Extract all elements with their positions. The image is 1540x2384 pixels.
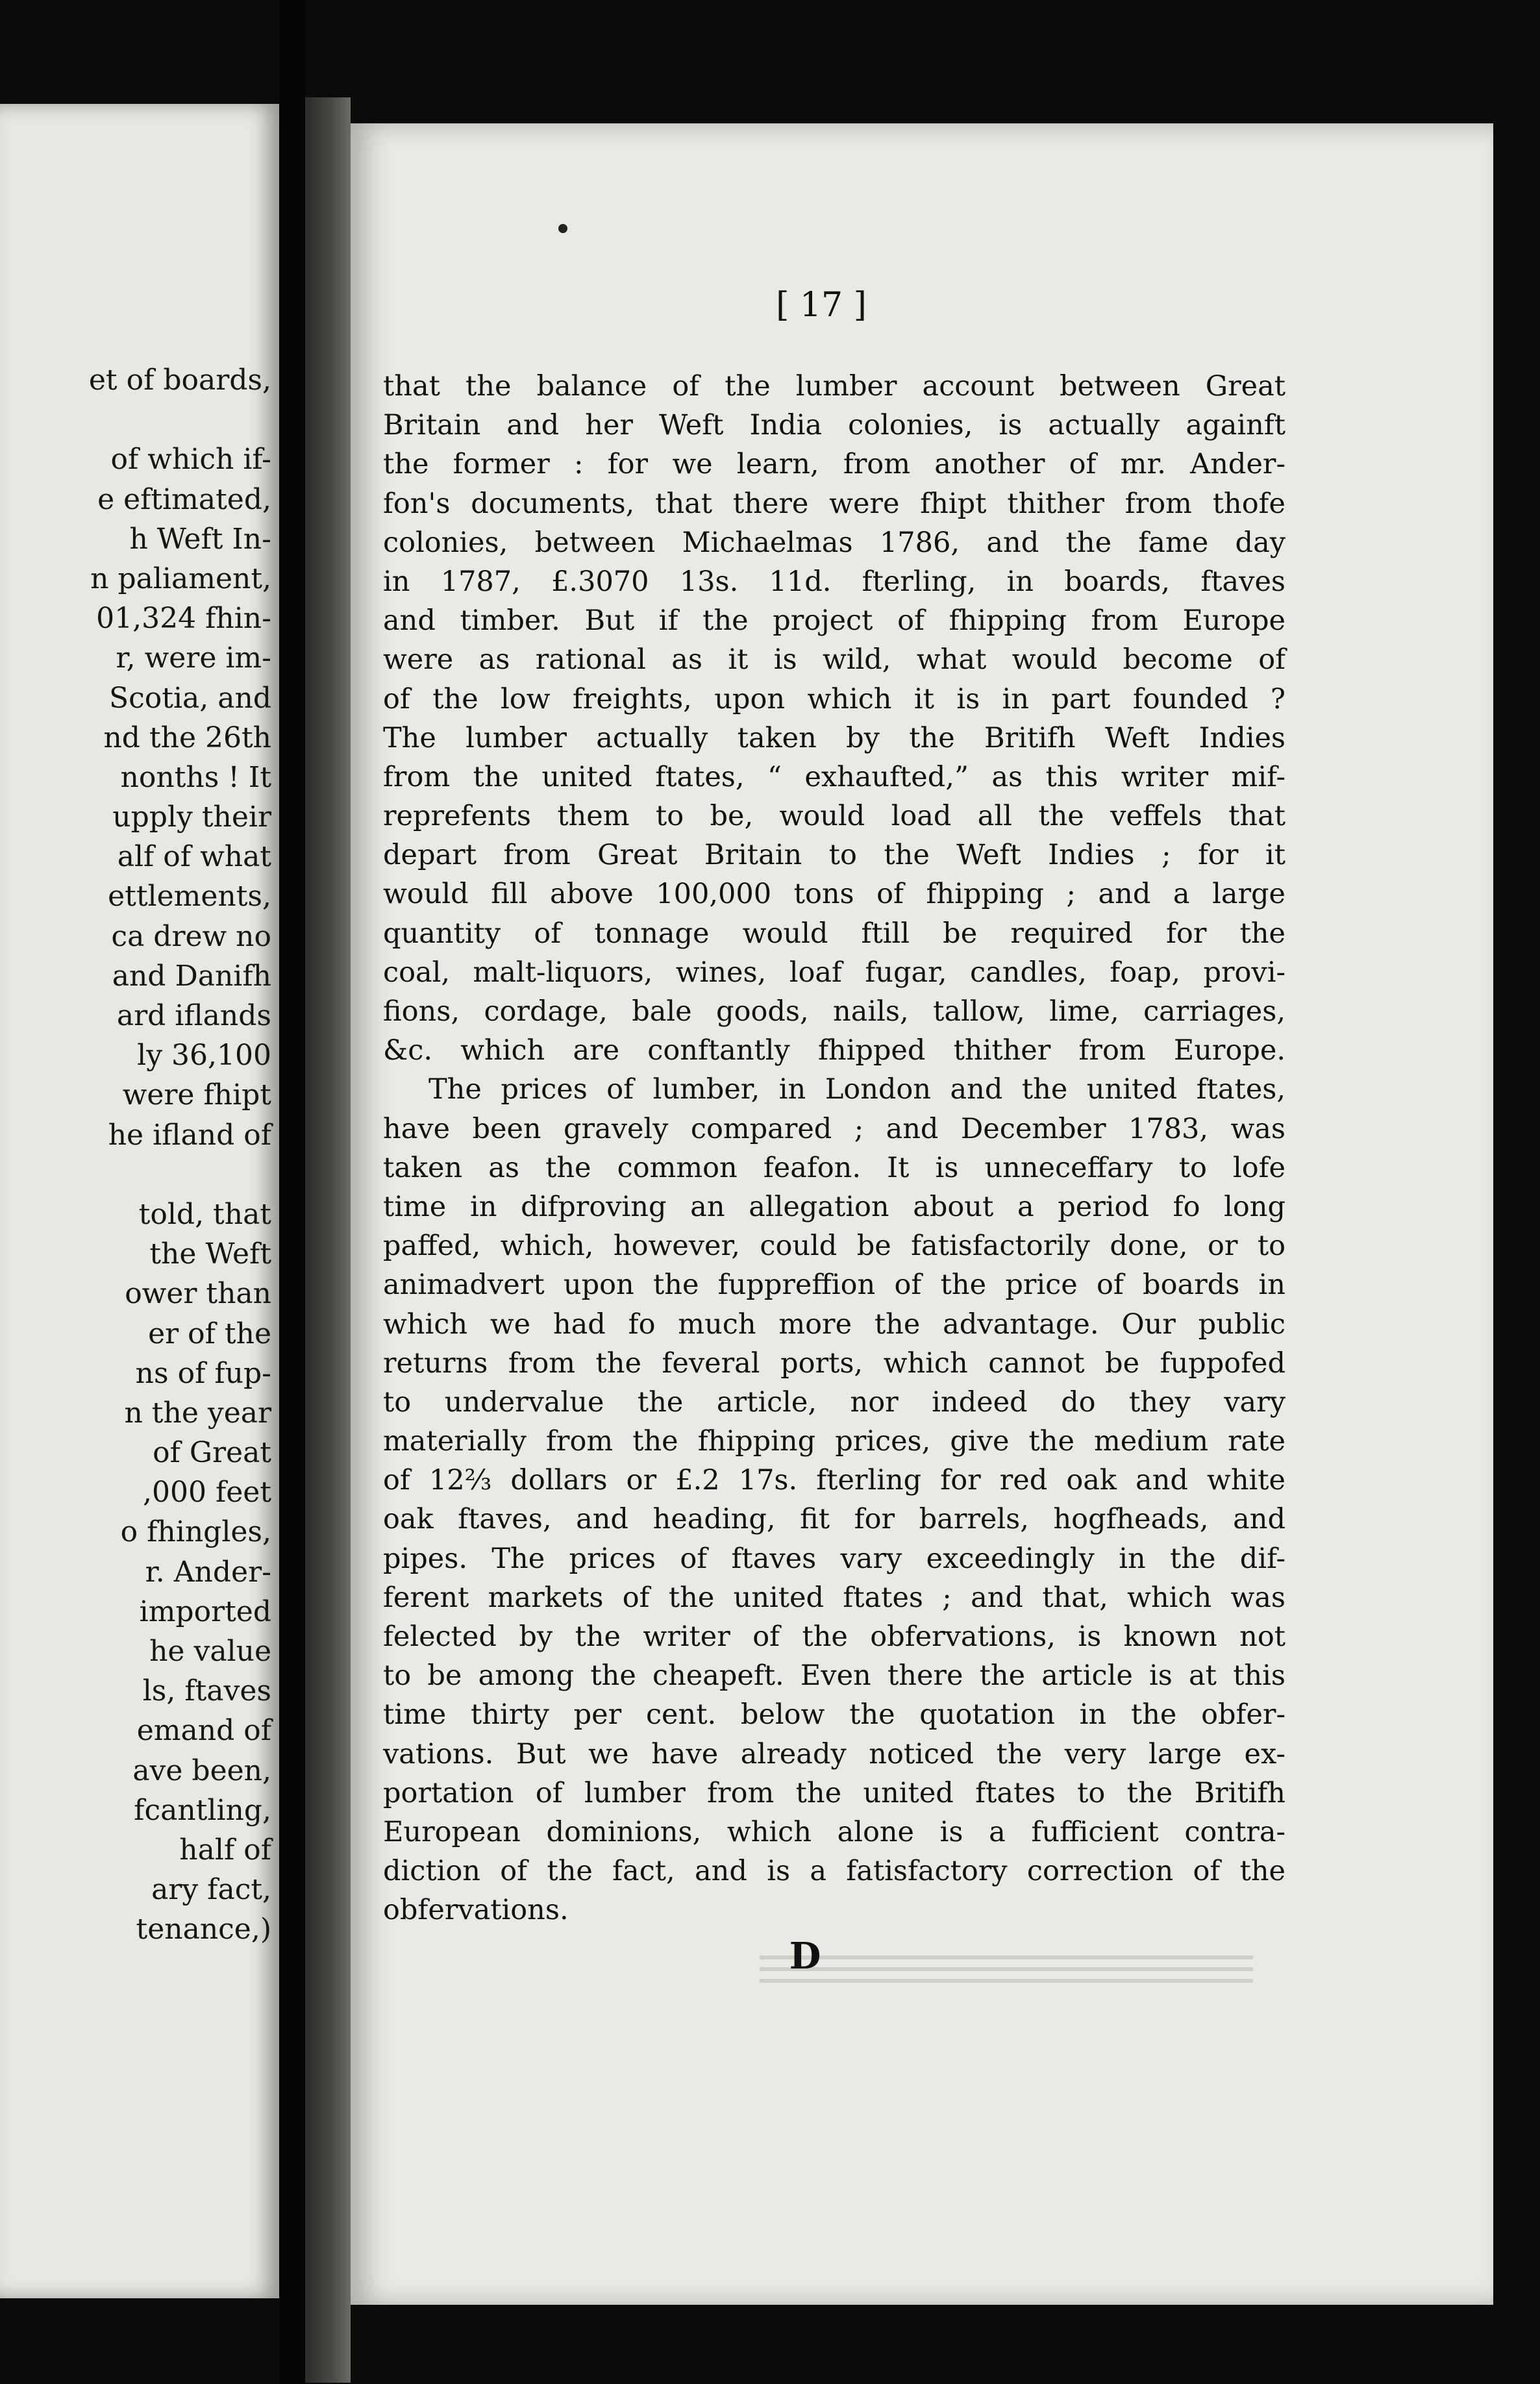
text-line: &c. which are conftantly fhipped thither from Europe.: [383, 1034, 1285, 1067]
text-line: n the year: [124, 1396, 271, 1430]
text-line: pipes. The prices of ftaves vary exceedingly in the dif-: [383, 1542, 1285, 1575]
text-line: fcantling,: [134, 1793, 271, 1827]
text-line: The prices of lumber, in London and the united ftates,: [428, 1073, 1285, 1106]
text-line: n paliament,: [90, 562, 271, 595]
text-line: emand of: [136, 1714, 271, 1748]
text-line: ower than: [125, 1277, 271, 1311]
text-line: of the low freights, upon which it is in part founded ?: [383, 682, 1285, 715]
text-line: e eftimated,: [97, 482, 271, 516]
text-line: he value: [149, 1635, 271, 1668]
text-line: in 1787, £.3070 13s. 11d. fterling, in boards, ftaves: [383, 565, 1285, 598]
right-page-text: [383, 367, 1285, 1930]
text-line: returns from the feveral ports, which cannot be fuppofed: [383, 1347, 1285, 1380]
text-line: vations. But we have already noticed the very large ex-: [383, 1737, 1285, 1770]
text-line: h Weft In-: [129, 522, 271, 556]
text-line: reprefents them to be, would load all the veffels that: [383, 800, 1285, 833]
text-line: time in difproving an allegation about a period fo long: [383, 1190, 1285, 1223]
text-line: paffed, which, however, could be fatisfactorily done, or to: [383, 1230, 1285, 1263]
text-line: imported: [139, 1595, 271, 1628]
text-line: et of boards,: [88, 364, 271, 397]
text-line: time thirty per cent. below the quotation in the obfer-: [383, 1698, 1285, 1732]
text-line: of Great: [153, 1436, 271, 1470]
text-line: would fill above 100,000 tons of fhipping ; and a large: [383, 878, 1285, 911]
text-line: diction of the fact, and is a fatisfactory correction of the: [383, 1855, 1285, 1888]
text-line: materially from the fhipping prices, give the medium rate: [383, 1425, 1285, 1458]
text-line: ls, ftaves: [142, 1674, 271, 1708]
text-line: The lumber actually taken by the Britifh Weft Indies: [383, 721, 1285, 754]
text-line: ard iflands: [116, 999, 271, 1032]
text-line: Scotia, and: [109, 681, 271, 715]
text-line: colonies, between Michaelmas 1786, and the fame day: [383, 526, 1285, 559]
left-page-text: [0, 360, 271, 1950]
text-line: told, that: [138, 1197, 271, 1231]
text-line: and timber. But if the project of fhipping from Europe: [383, 604, 1285, 638]
text-line: ettlements,: [108, 880, 271, 913]
text-line: portation of lumber from the united ftates to the Britifh: [383, 1776, 1285, 1809]
book-spine-shadow: [305, 97, 351, 2383]
text-line: taken as the common feafon. It is unneceffary to lofe: [383, 1151, 1285, 1184]
text-line: ave been,: [132, 1754, 271, 1787]
text-line: of 12⅔ dollars or £.2 17s. fterling for red oak and white: [383, 1464, 1285, 1497]
text-line: ary fact,: [151, 1873, 271, 1907]
text-line: and Danifh: [112, 959, 271, 993]
text-line: Britain and her Weft India colonies, is actually againft: [383, 409, 1285, 442]
text-line: fon's documents, that there were fhipt thither from thofe: [383, 487, 1285, 520]
text-line: which we had fo much more the advantage. Our public: [383, 1308, 1285, 1341]
text-line: r. Ander-: [145, 1555, 271, 1589]
text-line: half of: [179, 1833, 271, 1867]
text-line: o fhingles,: [120, 1515, 271, 1549]
text-line: ca drew no: [111, 919, 271, 953]
text-line: er of the: [148, 1317, 271, 1350]
text-line: upply their: [112, 801, 271, 834]
text-line: r, were im-: [116, 641, 271, 675]
text-line: ly 36,100: [137, 1039, 271, 1073]
text-line: tenance,): [136, 1913, 271, 1946]
page-number: [ 17 ]: [776, 286, 867, 325]
text-line: fions, cordage, bale goods, nails, tallow, lime, carriages,: [383, 995, 1285, 1028]
text-line: nonths ! It: [120, 760, 271, 794]
ink-spot: [558, 224, 567, 233]
text-line: quantity of tonnage would ftill be required for the: [383, 917, 1285, 950]
text-line: felected by the writer of the obfervations, is known not: [383, 1620, 1285, 1653]
text-line: have been gravely compared ; and December 1783, was: [383, 1112, 1285, 1145]
left-page: [0, 104, 279, 2298]
text-line: ferent markets of the united ftates ; and that, which was: [383, 1581, 1285, 1614]
text-line: 01,324 fhin-: [96, 602, 271, 636]
text-line: [0, 400, 271, 440]
text-line: [0, 1155, 271, 1195]
text-line: the Weft: [149, 1237, 271, 1271]
book-gutter: [279, 0, 305, 2384]
text-line: alf of what: [117, 840, 271, 874]
text-line: ,000 feet: [143, 1476, 271, 1509]
text-line: of which if-: [110, 443, 271, 477]
text-line: to undervalue the article, nor indeed do they vary: [383, 1385, 1285, 1419]
signature-mark: D: [789, 1935, 821, 1978]
text-line: oak ftaves, and heading, fit for barrels, hogfheads, and: [383, 1503, 1285, 1536]
text-line: were as rational as it is wild, what would become of: [383, 643, 1285, 677]
text-line: that the balance of the lumber account between Great: [383, 370, 1285, 403]
text-line: he ifland of: [108, 1118, 271, 1152]
text-line: animadvert upon the fuppreffion of the price of boards in: [383, 1269, 1285, 1302]
text-line: nd the 26th: [103, 721, 271, 754]
text-line: coal, malt-liquors, wines, loaf fugar, candles, foap, provi-: [383, 956, 1285, 989]
text-line: to be among the cheapeft. Even there the article is at this: [383, 1659, 1285, 1693]
text-line: were fhipt: [122, 1078, 271, 1112]
text-line: depart from Great Britain to the Weft Indies ; for it: [383, 839, 1285, 872]
text-line: the former : for we learn, from another of mr. Ander-: [383, 448, 1285, 481]
text-line: ns of fup-: [135, 1356, 271, 1390]
text-line: European dominions, which alone is a fufficient contra-: [383, 1815, 1285, 1848]
text-line: obfervations.: [383, 1894, 569, 1927]
text-line: from the united ftates, “ exhaufted,” as this writer mif-: [383, 760, 1285, 793]
